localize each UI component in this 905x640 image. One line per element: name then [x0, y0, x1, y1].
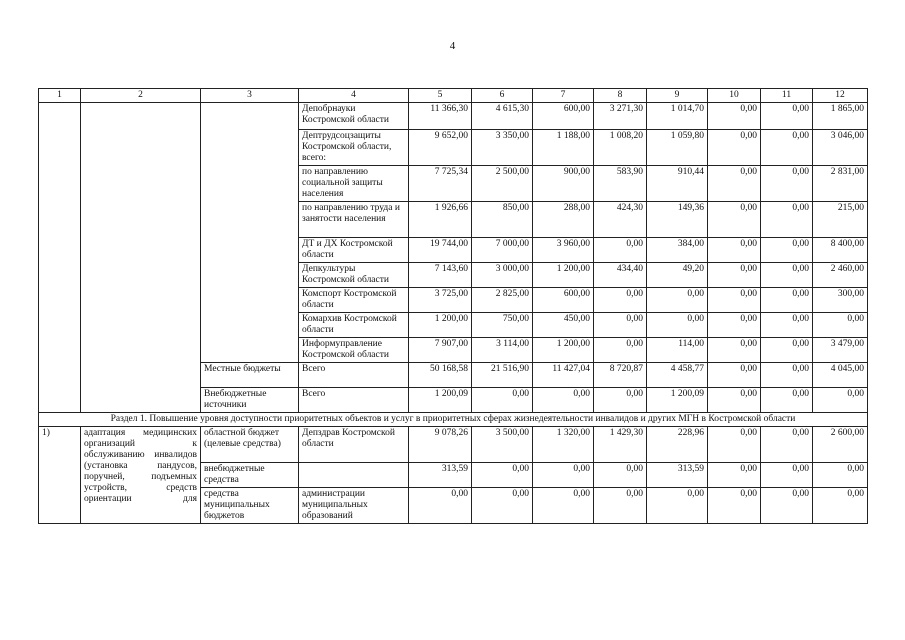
value-cell: 0,00	[708, 202, 761, 238]
value-cell: 0,00	[594, 388, 647, 413]
column-number-9: 9	[647, 89, 708, 103]
value-cell: 2 500,00	[472, 166, 533, 202]
source-cell: Местные бюджеты	[201, 363, 299, 388]
value-cell: 3 114,00	[472, 338, 533, 363]
value-cell: 0,00	[761, 363, 813, 388]
value-cell: 19 744,00	[409, 238, 472, 263]
value-cell: 1 200,09	[409, 388, 472, 413]
value-cell: 3 479,00	[813, 338, 868, 363]
value-cell: 50 168,58	[409, 363, 472, 388]
column-number-6: 6	[472, 89, 533, 103]
value-cell: 0,00	[708, 238, 761, 263]
value-cell: 1 200,00	[409, 313, 472, 338]
value-cell: 7 000,00	[472, 238, 533, 263]
executor-cell: Всего	[299, 363, 409, 388]
value-cell: 8 720,87	[594, 363, 647, 388]
value-cell: 0,00	[594, 463, 647, 488]
value-cell: 424,30	[594, 202, 647, 238]
value-cell: 1 200,00	[533, 263, 594, 288]
value-cell: 2 825,00	[472, 288, 533, 313]
value-cell: 0,00	[761, 388, 813, 413]
value-cell: 0,00	[761, 313, 813, 338]
value-cell: 1 200,00	[533, 338, 594, 363]
value-cell: 3 350,00	[472, 130, 533, 166]
executor-cell: ДТ и ДХ Костромской области	[299, 238, 409, 263]
value-cell: 0,00	[761, 263, 813, 288]
source-cell: областной бюджет (целевые средства)	[201, 427, 299, 463]
value-cell: 49,20	[647, 263, 708, 288]
value-cell: 0,00	[761, 166, 813, 202]
value-cell: 0,00	[533, 388, 594, 413]
value-cell: 0,00	[761, 463, 813, 488]
value-cell: 0,00	[409, 488, 472, 524]
value-cell: 0,00	[708, 130, 761, 166]
value-cell: 7 725,34	[409, 166, 472, 202]
executor-cell: Информуправление Костромской области	[299, 338, 409, 363]
column-number-5: 5	[409, 89, 472, 103]
value-cell: 0,00	[647, 288, 708, 313]
value-cell: 600,00	[533, 103, 594, 130]
value-cell: 1 200,09	[647, 388, 708, 413]
column-number-10: 10	[708, 89, 761, 103]
value-cell: 8 400,00	[813, 238, 868, 263]
executor-cell: Депкультуры Костромской области	[299, 263, 409, 288]
executor-cell: администрации муниципальных образований	[299, 488, 409, 524]
value-cell: 3 046,00	[813, 130, 868, 166]
value-cell: 0,00	[533, 488, 594, 524]
value-cell: 0,00	[708, 313, 761, 338]
section-title: Раздел 1. Повышение уровня доступности приоритетных объектов и услуг в приоритетных сферах жизнедеятельности инвалидов и других МГН в Костромской области	[39, 413, 868, 427]
table-row	[39, 103, 868, 130]
budget-table	[38, 88, 868, 524]
value-cell: 0,00	[708, 263, 761, 288]
executor-cell	[299, 463, 409, 488]
value-cell: 228,96	[647, 427, 708, 463]
value-cell: 0,00	[813, 488, 868, 524]
value-cell: 0,00	[761, 338, 813, 363]
value-cell: 4 458,77	[647, 363, 708, 388]
value-cell: 434,40	[594, 263, 647, 288]
executor-cell: Комспорт Костромской области	[299, 288, 409, 313]
value-cell: 0,00	[594, 488, 647, 524]
value-cell: 3 000,00	[472, 263, 533, 288]
value-cell: 0,00	[813, 313, 868, 338]
value-cell: 0,00	[594, 238, 647, 263]
value-cell: 7 143,60	[409, 263, 472, 288]
value-cell: 313,59	[409, 463, 472, 488]
value-cell: 1 320,00	[533, 427, 594, 463]
value-cell: 2 460,00	[813, 263, 868, 288]
executor-cell: Комархив Костромской области	[299, 313, 409, 338]
value-cell: 0,00	[472, 388, 533, 413]
col2-empty	[81, 103, 201, 413]
table-body	[39, 89, 868, 524]
value-cell: 0,00	[594, 313, 647, 338]
value-cell: 1 188,00	[533, 130, 594, 166]
value-cell: 1 014,70	[647, 103, 708, 130]
value-cell: 0,00	[708, 288, 761, 313]
value-cell: 0,00	[708, 103, 761, 130]
value-cell: 0,00	[708, 488, 761, 524]
value-cell: 0,00	[472, 463, 533, 488]
column-number-11: 11	[761, 89, 813, 103]
value-cell: 0,00	[708, 363, 761, 388]
column-number-4: 4	[299, 89, 409, 103]
value-cell: 1 926,66	[409, 202, 472, 238]
value-cell: 600,00	[533, 288, 594, 313]
value-cell: 0,00	[472, 488, 533, 524]
executor-cell: по направлению социальной защиты населения	[299, 166, 409, 202]
value-cell: 850,00	[472, 202, 533, 238]
value-cell: 0,00	[708, 427, 761, 463]
value-cell: 7 907,00	[409, 338, 472, 363]
value-cell: 11 427,04	[533, 363, 594, 388]
col3-empty	[201, 103, 299, 363]
value-cell: 910,44	[647, 166, 708, 202]
value-cell: 0,00	[708, 463, 761, 488]
value-cell: 3 271,30	[594, 103, 647, 130]
column-number-2: 2	[81, 89, 201, 103]
source-cell: внебюджетные средства	[201, 463, 299, 488]
value-cell: 300,00	[813, 288, 868, 313]
source-cell: Внебюджетные источники	[201, 388, 299, 413]
value-cell: 0,00	[761, 427, 813, 463]
value-cell: 0,00	[708, 388, 761, 413]
value-cell: 0,00	[647, 488, 708, 524]
column-number-7: 7	[533, 89, 594, 103]
value-cell: 9 652,00	[409, 130, 472, 166]
section-row	[39, 413, 868, 427]
value-cell: 1 865,00	[813, 103, 868, 130]
value-cell: 3 725,00	[409, 288, 472, 313]
value-cell: 583,90	[594, 166, 647, 202]
value-cell: 2 831,00	[813, 166, 868, 202]
source-cell: средства муниципальных бюджетов	[201, 488, 299, 524]
value-cell: 0,00	[761, 288, 813, 313]
value-cell: 288,00	[533, 202, 594, 238]
page-number: 4	[449, 40, 456, 52]
value-cell: 450,00	[533, 313, 594, 338]
value-cell: 4 045,00	[813, 363, 868, 388]
table-row	[39, 427, 868, 463]
value-cell: 4 615,30	[472, 103, 533, 130]
column-number-1: 1	[39, 89, 81, 103]
value-cell: 0,00	[533, 463, 594, 488]
value-cell: 2 600,00	[813, 427, 868, 463]
value-cell: 1 008,20	[594, 130, 647, 166]
value-cell: 0,00	[813, 388, 868, 413]
value-cell: 0,00	[647, 313, 708, 338]
value-cell: 313,59	[647, 463, 708, 488]
value-cell: 0,00	[594, 338, 647, 363]
column-number-8: 8	[594, 89, 647, 103]
value-cell: 0,00	[761, 103, 813, 130]
value-cell: 384,00	[647, 238, 708, 263]
value-cell: 114,00	[647, 338, 708, 363]
value-cell: 3 960,00	[533, 238, 594, 263]
value-cell: 3 500,00	[472, 427, 533, 463]
executor-cell: Депздрав Костромской области	[299, 427, 409, 463]
value-cell: 0,00	[708, 338, 761, 363]
value-cell: 0,00	[761, 202, 813, 238]
value-cell: 0,00	[813, 463, 868, 488]
item-description: адаптация медицинских организаций к обслуживанию инвалидов (установка пандусов, поручней, подъемных устройств, средств ориентации для	[81, 427, 201, 524]
value-cell: 0,00	[594, 288, 647, 313]
value-cell: 1 429,30	[594, 427, 647, 463]
col1-empty	[39, 103, 81, 413]
value-cell: 0,00	[761, 130, 813, 166]
executor-cell: Депобрнауки Костромской области	[299, 103, 409, 130]
executor-cell: Всего	[299, 388, 409, 413]
value-cell: 9 078,26	[409, 427, 472, 463]
executor-cell: Дептрудсоцзащиты Костромской области, всего:	[299, 130, 409, 166]
value-cell: 21 516,90	[472, 363, 533, 388]
value-cell: 900,00	[533, 166, 594, 202]
value-cell: 11 366,30	[409, 103, 472, 130]
value-cell: 215,00	[813, 202, 868, 238]
value-cell: 1 059,80	[647, 130, 708, 166]
column-number-row	[39, 89, 868, 103]
column-number-12: 12	[813, 89, 868, 103]
executor-cell: по направлению труда и занятости населения	[299, 202, 409, 238]
value-cell: 0,00	[761, 488, 813, 524]
value-cell: 0,00	[761, 238, 813, 263]
value-cell: 750,00	[472, 313, 533, 338]
value-cell: 0,00	[708, 166, 761, 202]
item-number: 1)	[39, 427, 81, 524]
column-number-3: 3	[201, 89, 299, 103]
value-cell: 149,36	[647, 202, 708, 238]
